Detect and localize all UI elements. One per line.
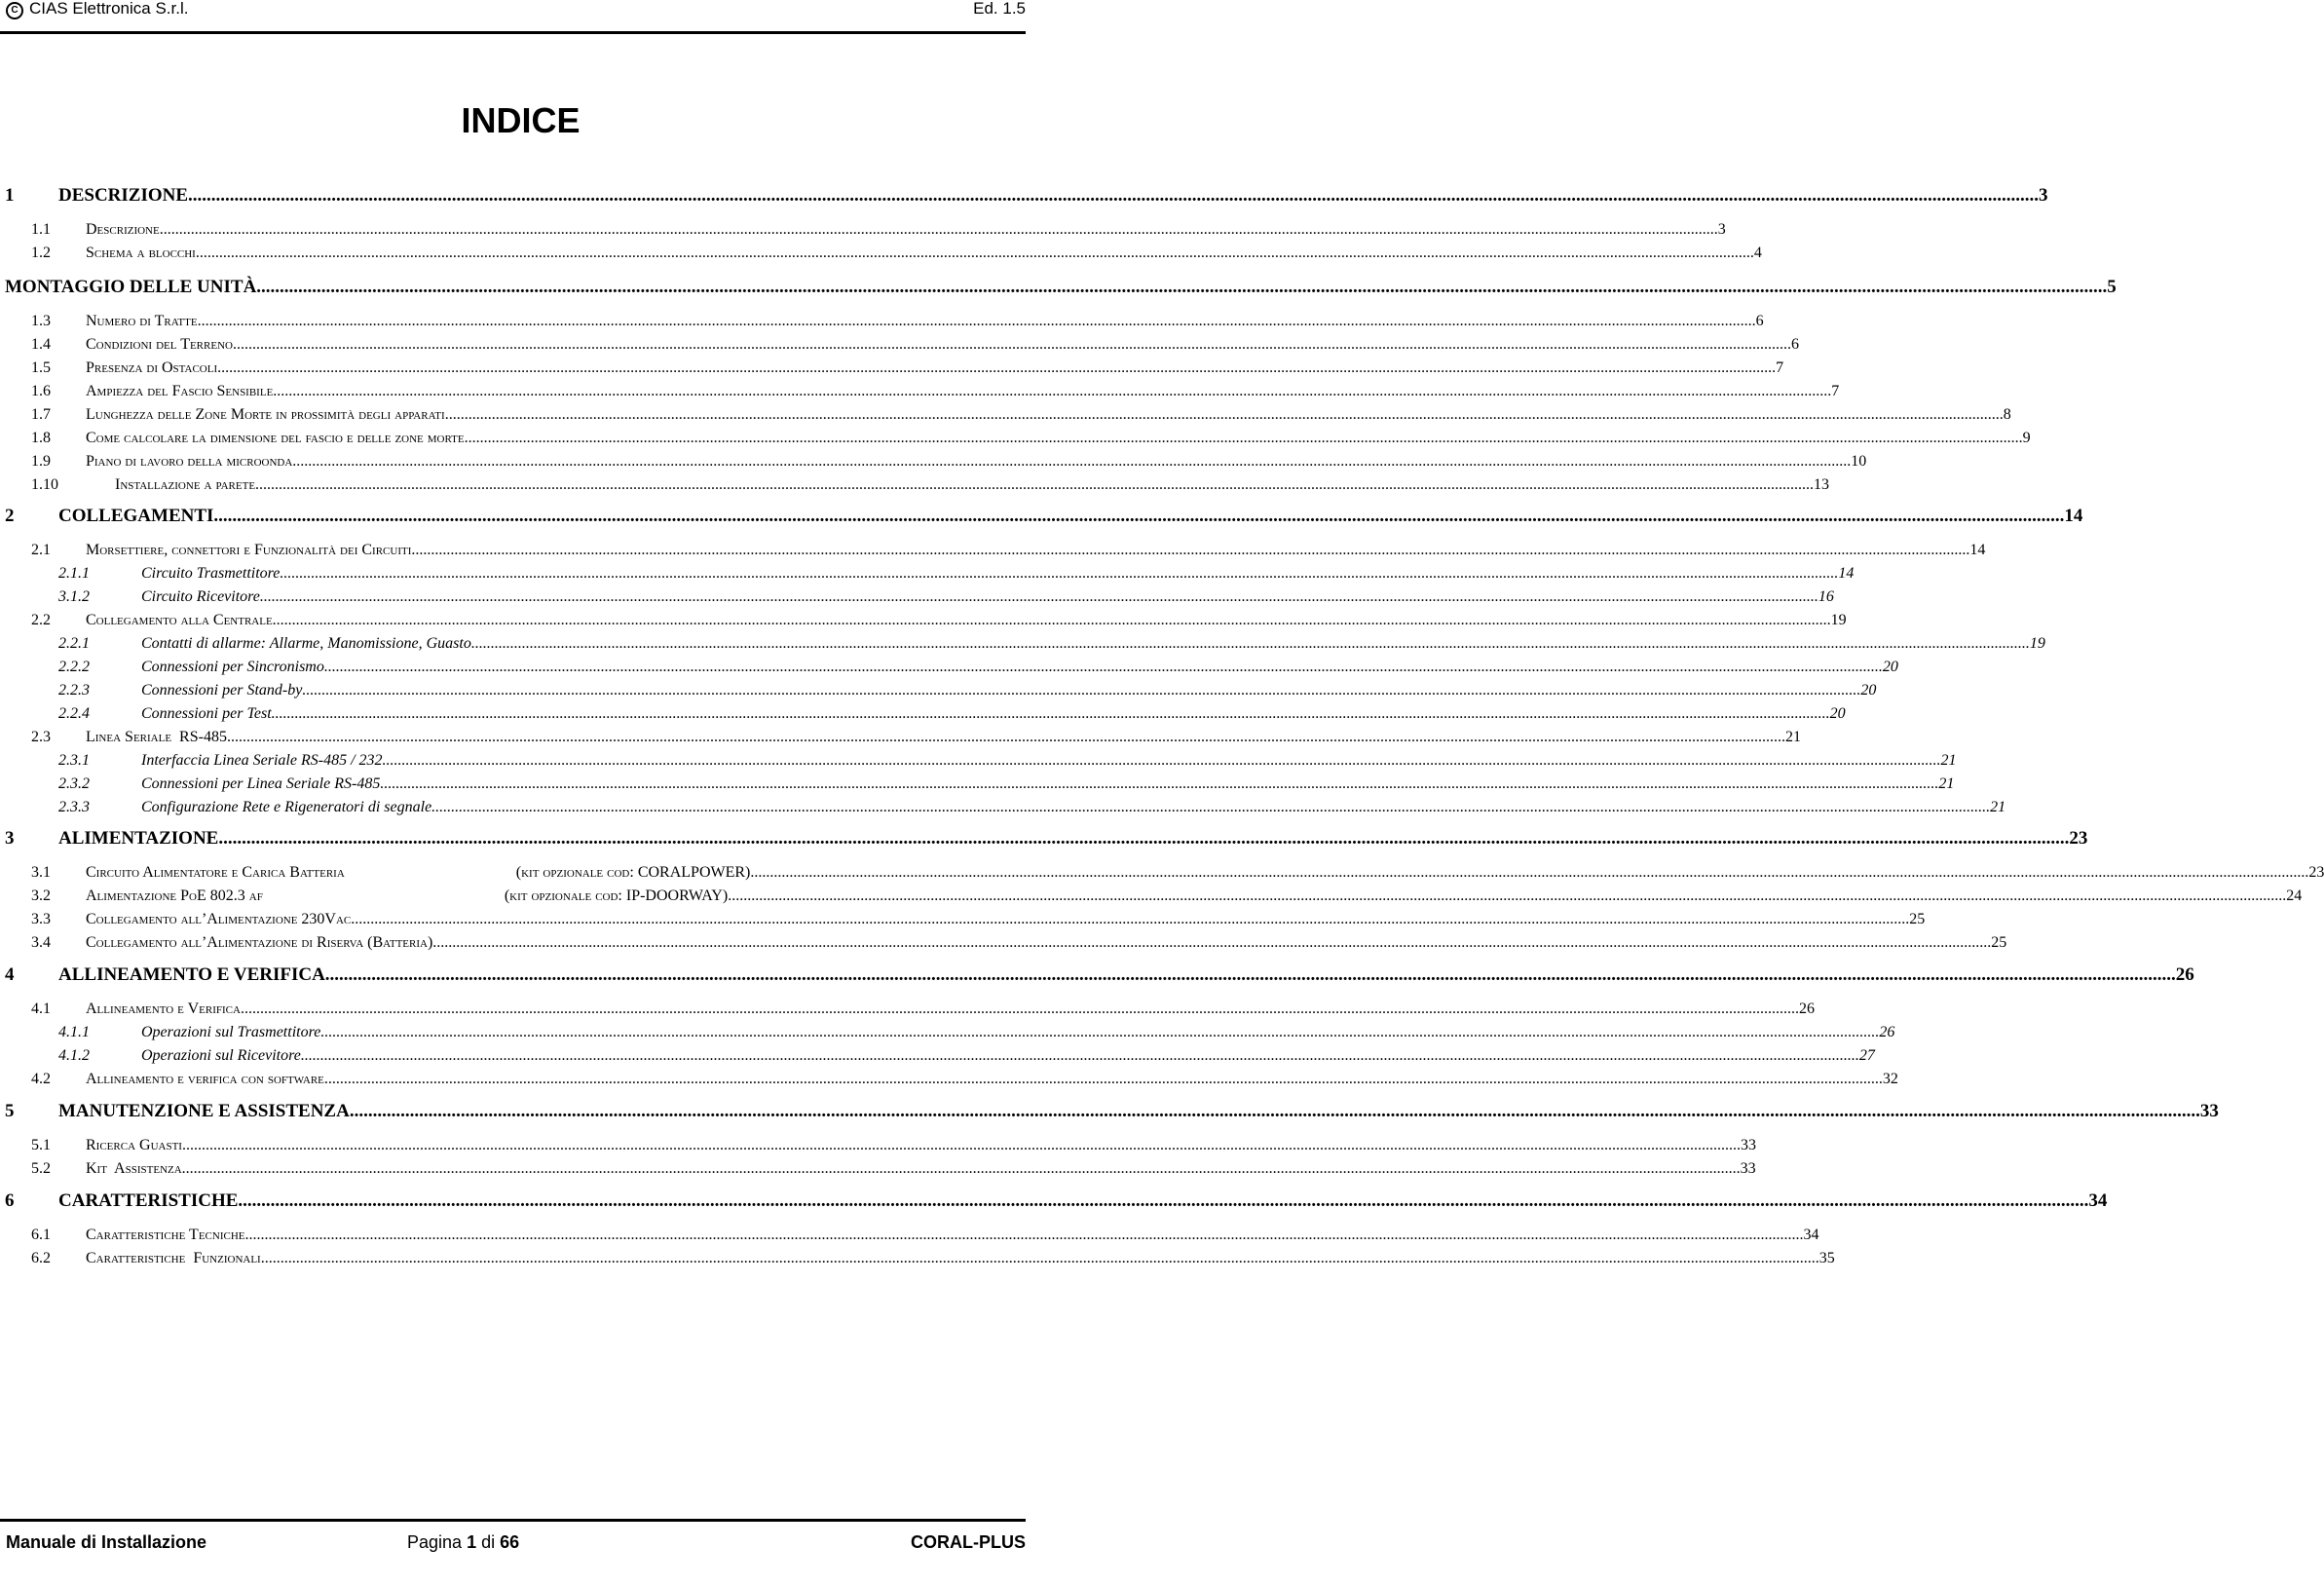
toc-leader-dots: ................................................................................................................................................................................................................................................................................................................................................................................................................: [380, 775, 1939, 792]
toc-leader-dots: ................................................................................................................................................................................................................................................................................................................................................................................................................: [431, 799, 1991, 815]
toc-leader-dots: ................................................................................................................................................................................................................................................................................................................................................................................................................: [255, 476, 1815, 493]
page-header: [0, 0, 1041, 35]
toc-entry-number: 2.1: [31, 542, 51, 558]
toc-entry-page: 13: [1814, 476, 1830, 493]
toc-leader-dots: ................................................................................................................................................................................................................................................................................................................................................................................................................: [302, 682, 1861, 699]
toc-entry-label: Piano di lavoro della microonda: [86, 453, 293, 470]
toc-entry-label: Come calcolare la dimensione del fascio e delle zone morte: [86, 430, 465, 446]
toc-entry-number: 4.2: [31, 1071, 51, 1087]
toc-leader-dots: ................................................................................................................................................................................................................................................................................................................................................................................................................: [432, 934, 1992, 951]
toc-entry-label: Installazione a parete: [115, 476, 256, 493]
toc-leader-dots: ................................................................................................................................................................................................................................................................................................................................................................................................................: [195, 245, 1754, 261]
toc-entry-page: 7: [1776, 359, 1784, 376]
toc-leader-dots: ................................................................................................................................................................................................................................................................................................................................................................................................................: [464, 430, 2023, 446]
toc-entry-number: 1.8: [31, 430, 51, 446]
toc-entry-page: 19: [2029, 635, 2045, 652]
toc-entry-label: Configurazione Rete e Rigeneratori di segnale: [141, 799, 432, 815]
toc-entry-page: 16: [1818, 588, 1834, 605]
toc-entry-label: Operazioni sul Ricevitore: [141, 1047, 301, 1064]
toc-entry-page: 21: [1938, 775, 1955, 792]
toc-entry-number: 2.2: [31, 612, 51, 628]
toc-entry-label: Lunghezza delle Zone Morte in prossimità degli apparati: [86, 406, 445, 423]
toc-leader-dots: ................................................................................................................................................................................................................................................................................................................................................................................................................: [226, 729, 1785, 745]
toc-entry-number: 1.10: [31, 476, 58, 493]
toc-entry-label: Connessioni per Linea Seriale RS-485: [141, 775, 381, 792]
toc-leader-dots: ................................................................................................................................................................................................................................................................................................................................................................................................................: [280, 565, 1839, 582]
toc-leader-dots: ................................................................................................................................................................................................................................................................................................................................................................................................................: [324, 964, 2176, 985]
toc-leader-dots: ................................................................................................................................................................................................................................................................................................................................................................................................................: [323, 1071, 1883, 1087]
toc-entry-number: 3.4: [31, 934, 51, 951]
current-page: 1: [467, 1532, 477, 1552]
toc-entry-number: 2.3: [31, 729, 51, 745]
toc-entry-label: Allineamento e verifica con software: [86, 1071, 324, 1087]
toc-entry-page: 9: [2022, 430, 2031, 446]
toc-entry-label: Linea Seriale RS-485: [86, 729, 227, 745]
toc-entry-page: 35: [1818, 1250, 1835, 1266]
toc-leader-dots: ................................................................................................................................................................................................................................................................................................................................................................................................................: [411, 542, 1970, 558]
toc-entry-page: 23: [2308, 864, 2324, 881]
toc-entry-label: ALLINEAMENTO E VERIFICA: [58, 964, 325, 985]
footer-page-number: [407, 1532, 519, 1553]
toc-entry-number: 1.6: [31, 383, 51, 399]
toc-entry-page: 20: [1882, 659, 1898, 675]
toc-entry-number: 1.2: [31, 245, 51, 261]
toc-leader-dots: ................................................................................................................................................................................................................................................................................................................................................................................................................: [188, 185, 2040, 206]
toc-entry-number: 3.2: [31, 887, 51, 904]
toc-leader-dots: ................................................................................................................................................................................................................................................................................................................................................................................................................: [470, 635, 2030, 652]
toc-entry-label: Contatti di allarme: Allarme, Manomissione, Guasto: [141, 635, 471, 652]
toc-entry-label: DESCRIZIONE: [58, 185, 189, 206]
toc-leader-dots: ................................................................................................................................................................................................................................................................................................................................................................................................................: [260, 1250, 1819, 1266]
toc-entry-label: CARATTERISTICHE: [58, 1190, 239, 1211]
toc-leader-dots: ................................................................................................................................................................................................................................................................................................................................................................................................................: [273, 383, 1832, 399]
header-edition: Ed. 1.5: [973, 0, 1026, 18]
toc-entry-label: MONTAGGIO DELLE UNITÀ: [5, 277, 257, 297]
toc-leader-dots: ................................................................................................................................................................................................................................................................................................................................................................................................................: [238, 1190, 2089, 1211]
toc-entry-number: 2.3.1: [58, 752, 90, 769]
toc-leader-dots: ................................................................................................................................................................................................................................................................................................................................................................................................................: [217, 359, 1777, 376]
toc-leader-dots: ................................................................................................................................................................................................................................................................................................................................................................................................................: [320, 1024, 1880, 1040]
toc-leader-dots: ................................................................................................................................................................................................................................................................................................................................................................................................................: [750, 864, 2309, 881]
toc-entry-number: 4.1.1: [58, 1024, 90, 1040]
toc-leader-dots: ................................................................................................................................................................................................................................................................................................................................................................................................................: [181, 1137, 1741, 1153]
toc-leader-dots: ................................................................................................................................................................................................................................................................................................................................................................................................................: [349, 1101, 2200, 1121]
toc-entry-label: Descrizione: [86, 221, 160, 238]
toc-entry-page: 34: [2088, 1190, 2108, 1211]
toc-entry-label: Collegamento all’Alimentazione di Riserva (Batteria): [86, 934, 433, 951]
toc-entry-page: 23: [2069, 828, 2088, 849]
toc-entry-page: 6: [1755, 313, 1764, 329]
footer-product: CORAL-PLUS: [911, 1532, 1026, 1552]
toc-entry-page: 10: [1851, 453, 1867, 470]
toc-entry-page: 4: [1753, 245, 1762, 261]
total-pages: 66: [500, 1532, 520, 1552]
toc-entry-page: 26: [2175, 964, 2194, 985]
toc-leader-dots: ................................................................................................................................................................................................................................................................................................................................................................................................................: [259, 588, 1818, 605]
toc-entry-label: Circuito Ricevitore: [141, 588, 260, 605]
toc-entry-page: 25: [1991, 934, 2007, 951]
toc-entry-page: 25: [1909, 911, 1926, 927]
toc-leader-dots: ................................................................................................................................................................................................................................................................................................................................................................................................................: [244, 1227, 1804, 1243]
toc-entry-page: 14: [1969, 542, 1986, 558]
toc-leader-dots: ................................................................................................................................................................................................................................................................................................................................................................................................................: [240, 1001, 1799, 1017]
header-divider: [0, 31, 1026, 34]
toc-entry-number: 4.1.2: [58, 1047, 90, 1064]
toc-entry-page: 34: [1803, 1227, 1819, 1243]
toc-entry-label: Circuito Trasmettitore: [141, 565, 281, 582]
toc-leader-dots: ................................................................................................................................................................................................................................................................................................................................................................................................................: [197, 313, 1756, 329]
toc-entry-number: 3: [5, 828, 15, 849]
footer-manual-title: Manuale di Installazione: [6, 1532, 207, 1552]
toc-leader-dots: ................................................................................................................................................................................................................................................................................................................................................................................................................: [300, 1047, 1859, 1064]
toc-entry-page: 27: [1858, 1047, 1875, 1064]
toc-entry-number: 1.1: [31, 221, 51, 238]
toc-entry-label: Connessioni per Test: [141, 705, 272, 722]
toc-entry-number: 3.1.2: [58, 588, 90, 605]
toc-leader-dots: ................................................................................................................................................................................................................................................................................................................................................................................................................: [351, 911, 1910, 927]
toc-entry-number: 2.2.3: [58, 682, 90, 699]
toc-entry-number: 1.3: [31, 313, 51, 329]
toc-entry-number: 2.3.2: [58, 775, 90, 792]
copyright-icon: C: [6, 2, 23, 19]
toc-entry-number: 1: [5, 185, 15, 206]
toc-entry-number: 2.1.1: [58, 565, 90, 582]
page-footer: [0, 1519, 1041, 1586]
toc-entry-page: 20: [1860, 682, 1877, 699]
toc-entry-label: Numero di Tratte: [86, 313, 198, 329]
toc-entry-number: 3.3: [31, 911, 51, 927]
toc-entry-number: 2.2.2: [58, 659, 90, 675]
toc-entry-label: Presenza di Ostacoli: [86, 359, 218, 376]
toc-entry-number: 1.4: [31, 336, 51, 353]
toc-leader-dots: ................................................................................................................................................................................................................................................................................................................................................................................................................: [213, 506, 2065, 526]
toc-entry-page: 21: [1940, 752, 1957, 769]
toc-entry-page: 33: [1740, 1160, 1756, 1177]
toc-entry-number: 3.1: [31, 864, 51, 881]
toc-entry-label: Interfaccia Linea Seriale RS-485 / 232: [141, 752, 383, 769]
toc-entry-label: Condizioni del Terreno: [86, 336, 233, 353]
toc-entry-number: 4: [5, 964, 15, 985]
toc-leader-dots: ................................................................................................................................................................................................................................................................................................................................................................................................................: [181, 1160, 1741, 1177]
toc-entry-label: Kit Assistenza: [86, 1160, 182, 1177]
toc-leader-dots: ................................................................................................................................................................................................................................................................................................................................................................................................................: [271, 705, 1830, 722]
of-label: di: [481, 1532, 496, 1552]
toc-leader-dots: ................................................................................................................................................................................................................................................................................................................................................................................................................: [292, 453, 1852, 470]
footer-divider: [0, 1519, 1026, 1522]
toc-entry-page: 3: [2039, 185, 2048, 206]
toc-entry-label: Circuito Alimentatore e Carica Batteria (kit opzionale cod: CORALPOWER): [86, 864, 751, 881]
toc-entry-label: Allineamento e Verifica: [86, 1001, 241, 1017]
toc-entry-label: Schema a blocchi: [86, 245, 196, 261]
toc-entry-page: 6: [1790, 336, 1799, 353]
toc-entry-number: 1.7: [31, 406, 51, 423]
toc-leader-dots: ................................................................................................................................................................................................................................................................................................................................................................................................................: [218, 828, 2070, 849]
toc-entry-number: 5.2: [31, 1160, 51, 1177]
toc-entry-label: MANUTENZIONE E ASSISTENZA: [58, 1101, 350, 1121]
toc-entry-number: 2.2.1: [58, 635, 90, 652]
toc-leader-dots: ................................................................................................................................................................................................................................................................................................................................................................................................................: [323, 659, 1883, 675]
toc-entry-number: 1.9: [31, 453, 51, 470]
toc-entry-page: 3: [1717, 221, 1726, 238]
toc-leader-dots: ................................................................................................................................................................................................................................................................................................................................................................................................................: [232, 336, 1791, 353]
toc-entry-label: Operazioni sul Trasmettitore: [141, 1024, 321, 1040]
toc-entry-page: 26: [1879, 1024, 1895, 1040]
toc-entry-page: 32: [1882, 1071, 1898, 1087]
toc-entry-label: Ampiezza del Fascio Sensibile: [86, 383, 274, 399]
toc-leader-dots: ................................................................................................................................................................................................................................................................................................................................................................................................................: [272, 612, 1831, 628]
toc-entry-number: 5: [5, 1101, 15, 1121]
toc-entry-number: 6: [5, 1190, 15, 1211]
toc-leader-dots: ................................................................................................................................................................................................................................................................................................................................................................................................................: [256, 277, 2108, 297]
toc-entry-page: 21: [1990, 799, 2006, 815]
company-name: CIAS Elettronica S.r.l.: [29, 0, 189, 18]
toc-entry-number: 6.2: [31, 1250, 51, 1266]
toc-entry-page: 21: [1784, 729, 1801, 745]
toc-leader-dots: ................................................................................................................................................................................................................................................................................................................................................................................................................: [382, 752, 1941, 769]
toc-entry-label: ALIMENTAZIONE: [58, 828, 219, 849]
toc-entry-number: 2: [5, 506, 15, 526]
page-title: INDICE: [461, 100, 581, 140]
toc-entry-label: Connessioni per Sincronismo: [141, 659, 324, 675]
toc-entry-label: COLLEGAMENTI: [58, 506, 214, 526]
toc-entry-page: 33: [2199, 1101, 2219, 1121]
toc-entry-number: 4.1: [31, 1001, 51, 1017]
toc-leader-dots: ................................................................................................................................................................................................................................................................................................................................................................................................................: [728, 887, 2287, 904]
toc-entry-label: Collegamento all’Alimentazione 230Vac: [86, 911, 352, 927]
toc-entry-number: 1.5: [31, 359, 51, 376]
toc-entry-page: 7: [1831, 383, 1840, 399]
toc-entry-page: 14: [2064, 506, 2083, 526]
toc-entry-label: Alimentazione PoE 802.3 af (kit opzionale cod: IP-DOORWAY): [86, 887, 729, 904]
toc-leader-dots: ................................................................................................................................................................................................................................................................................................................................................................................................................: [159, 221, 1718, 238]
toc-entry-page: 26: [1798, 1001, 1815, 1017]
toc-entry-page: 14: [1838, 565, 1855, 582]
toc-entry-number: 2.3.3: [58, 799, 90, 815]
toc-entry-page: 8: [2003, 406, 2011, 423]
toc-entry-number: 5.1: [31, 1137, 51, 1153]
toc-entry-label: Ricerca Guasti: [86, 1137, 182, 1153]
header-company: [6, 0, 188, 19]
toc-entry-page: 24: [2286, 887, 2303, 904]
toc-entry-page: 5: [2107, 277, 2117, 297]
toc-entry-page: 33: [1740, 1137, 1756, 1153]
toc-entry-label: Caratteristiche Tecniche: [86, 1227, 245, 1243]
toc-entry-number: 6.1: [31, 1227, 51, 1243]
page-label: Pagina: [407, 1532, 463, 1552]
toc-leader-dots: ................................................................................................................................................................................................................................................................................................................................................................................................................: [444, 406, 2004, 423]
toc-entry-number: 2.2.4: [58, 705, 90, 722]
toc-entry-label: Collegamento alla Centrale: [86, 612, 273, 628]
toc-entry-label: Connessioni per Stand-by: [141, 682, 303, 699]
toc-entry-label: Morsettiere, connettori e Funzionalità dei Circuiti: [86, 542, 412, 558]
toc-entry-page: 19: [1830, 612, 1847, 628]
toc-entry-label: Caratteristiche Funzionali: [86, 1250, 261, 1266]
toc-entry-page: 20: [1829, 705, 1846, 722]
